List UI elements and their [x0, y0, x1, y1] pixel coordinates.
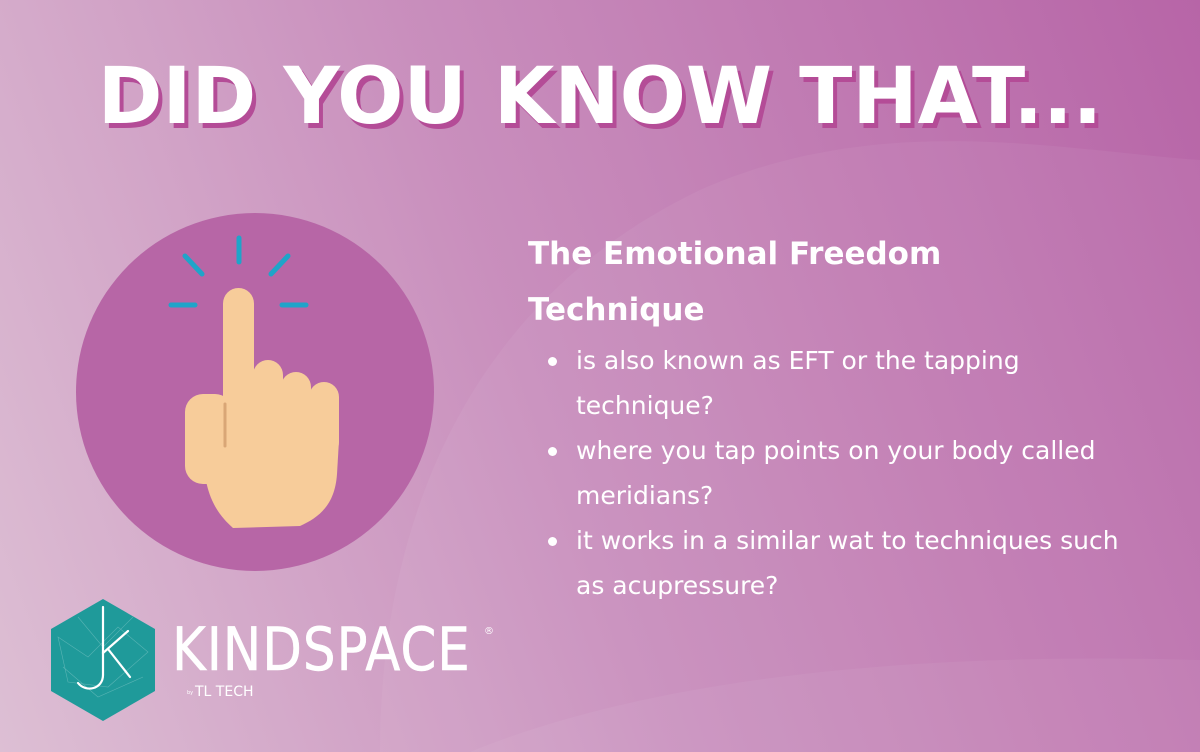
- bullet-icon: [548, 357, 557, 366]
- fact-text: where you tap points on your body called meridians?: [576, 436, 1096, 510]
- fact-item: [548, 338, 1148, 428]
- bullet-icon: [548, 447, 557, 456]
- fact-text: it works in a similar wat to techniques such as acupressure?: [576, 526, 1119, 600]
- brand-by-label: by: [187, 690, 194, 696]
- fact-text: is also known as EFT or the tapping technique?: [576, 346, 1020, 420]
- fact-item: [548, 428, 1148, 518]
- fact-item: [548, 518, 1148, 608]
- registered-mark: ®: [484, 626, 494, 637]
- facts-list: [548, 338, 1148, 608]
- subtitle: The Emotional Freedom Technique: [528, 236, 942, 328]
- brand-name: KINDSPACE: [172, 615, 471, 685]
- kindspace-logo-icon: [48, 597, 158, 723]
- headline: DID YOU KNOW THAT...: [97, 52, 1103, 142]
- brand-maker: TL TECH: [195, 684, 254, 700]
- tapping-finger-icon: [75, 212, 435, 572]
- bullet-icon: [548, 537, 557, 546]
